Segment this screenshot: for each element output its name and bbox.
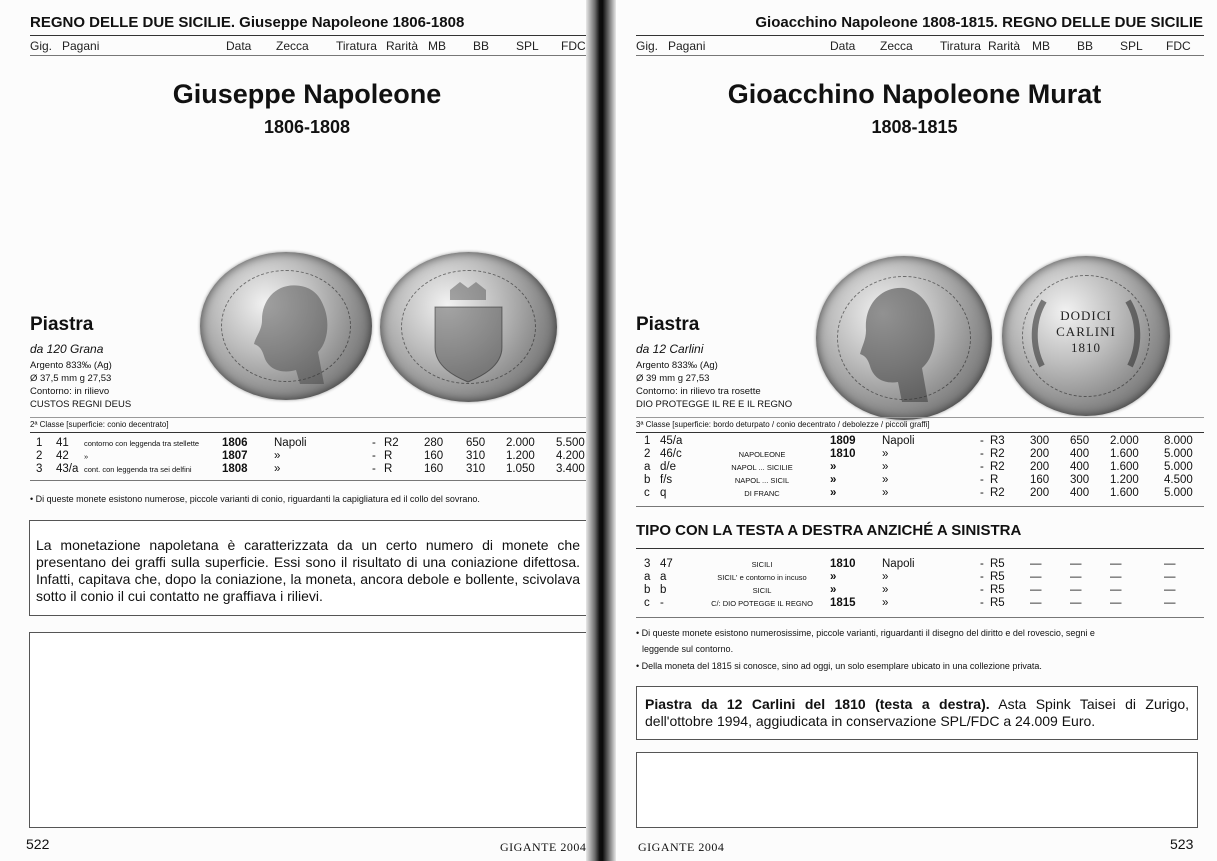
divider xyxy=(636,35,1204,36)
cell-pag: 45/a xyxy=(660,435,683,447)
cell-pag: - xyxy=(660,597,664,609)
cell-spl: — xyxy=(1110,558,1122,570)
cell-rar: R5 xyxy=(990,571,1005,583)
right-page xyxy=(612,0,1217,861)
cell-pag: f/s xyxy=(660,474,673,486)
cell-desc: SICIL xyxy=(752,586,772,595)
cell-dash: - xyxy=(980,474,984,486)
cell-fdc: — xyxy=(1164,597,1176,609)
cell-bb: 650 xyxy=(466,437,486,449)
cell-rar: R xyxy=(384,463,393,475)
cell-date: 1815 xyxy=(830,597,856,609)
column-fdc: FDC xyxy=(561,39,586,53)
cell-bb: 310 xyxy=(466,450,486,462)
coin-reverse-image xyxy=(380,252,557,402)
cell-desc: cont. con leggenda tra sei delfini xyxy=(84,465,192,474)
cell-pag: 46/c xyxy=(660,448,682,460)
column-rarita: Rarità xyxy=(386,39,419,53)
cell-spl: 2.000 xyxy=(506,437,535,449)
metal: Argento 833‰ (Ag) xyxy=(30,360,112,371)
cell-date: 1806 xyxy=(222,437,248,449)
column-zecca: Zecca xyxy=(276,39,309,53)
cell-mb: 200 xyxy=(1030,461,1050,473)
denomination: Piastra xyxy=(30,314,94,335)
cell-spl: 1.600 xyxy=(1110,487,1139,499)
denomination-value: da 12 Carlini xyxy=(636,342,704,356)
footnote-2: • Della moneta del 1815 si conosce, sino ad oggi, un solo esemplare ubicato in una collezione privata. xyxy=(636,661,1042,671)
cell-date: 1809 xyxy=(830,435,856,447)
column-tiratura: Tiratura xyxy=(940,39,981,53)
column-fdc: FDC xyxy=(1166,39,1191,53)
cell-rar: R2 xyxy=(384,437,399,449)
cell-dash: - xyxy=(980,597,984,609)
cell-pag: 42 xyxy=(56,450,69,462)
footer-title: GIGANTE 2004 xyxy=(500,840,587,854)
divider xyxy=(636,506,1204,507)
cell-bb: — xyxy=(1070,571,1082,583)
info-box xyxy=(636,686,1198,740)
edge-legend: DIO PROTEGGE IL RE E IL REGNO xyxy=(636,399,793,410)
cell-rar: R2 xyxy=(990,487,1005,499)
cell-date: » xyxy=(830,487,837,499)
cell-pag: d/e xyxy=(660,461,676,473)
cell-fdc: 5.500 xyxy=(556,437,585,449)
portrait-silhouette-icon xyxy=(816,256,992,420)
cell-desc: DI FRANC xyxy=(744,489,780,498)
cell-spl: 1.050 xyxy=(506,463,535,475)
cell-date: » xyxy=(830,584,837,596)
cell-n: 3 xyxy=(36,463,43,475)
column-gig: Gig. xyxy=(636,39,659,53)
cell-spl: 1.200 xyxy=(1110,474,1139,486)
cell-dash: - xyxy=(980,461,984,473)
cell-date: 1810 xyxy=(830,448,856,460)
cell-date: 1808 xyxy=(222,463,248,475)
column-gig: Gig. xyxy=(30,39,53,53)
cell-bb: — xyxy=(1070,558,1082,570)
cell-pag: q xyxy=(660,487,667,499)
cell-rar: R5 xyxy=(990,558,1005,570)
running-head: Gioacchino Napoleone 1808-1815. REGNO DELLE DUE SICILIE xyxy=(755,14,1203,31)
cell-fdc: 4.500 xyxy=(1164,474,1193,486)
cell-desc: NAPOL ... SICILIE xyxy=(731,463,793,472)
cell-n: 1 xyxy=(36,437,43,449)
edge: Contorno: in rilievo xyxy=(30,386,110,397)
cell-rar: R xyxy=(990,474,999,486)
cell-rar: R xyxy=(384,450,393,462)
class-note: 2ª Classe [superficie: conio decentrato] xyxy=(30,420,169,429)
cell-pag: 47 xyxy=(660,558,673,570)
cell-mint: » xyxy=(274,463,281,475)
column-pagani: Pagani xyxy=(62,39,100,53)
info-box xyxy=(29,520,587,616)
footnote: • Di queste monete esistono numerose, piccole varianti di conio, riguardanti la capigliatura ed il collo del sovrano. xyxy=(30,494,480,504)
column-bb: BB xyxy=(1077,39,1094,53)
divider xyxy=(636,548,1204,549)
cell-n: 1 xyxy=(644,435,651,447)
footnote-continued: leggende sul contorno. xyxy=(642,644,734,654)
cell-pag: 41 xyxy=(56,437,69,449)
size-weight: Ø 39 mm g 27,53 xyxy=(636,373,710,384)
cell-fdc: — xyxy=(1164,584,1176,596)
cell-fdc: 3.400 xyxy=(556,463,585,475)
cell-dash: - xyxy=(980,558,984,570)
cell-bb: 300 xyxy=(1070,474,1090,486)
column-zecca: Zecca xyxy=(880,39,913,53)
running-head: REGNO DELLE DUE SICILIE. Giuseppe Napoleone 1806-1808 xyxy=(30,14,465,31)
cell-n: 2 xyxy=(36,450,43,462)
cell-rar: R5 xyxy=(990,597,1005,609)
page-number: 523 xyxy=(1170,836,1194,852)
cell-rar: R2 xyxy=(990,461,1005,473)
coat-of-arms-icon xyxy=(380,252,557,402)
cell-desc: SICILI xyxy=(751,560,773,569)
cell-mb: — xyxy=(1030,597,1042,609)
cell-spl: 1.200 xyxy=(506,450,535,462)
cell-mb: 280 xyxy=(424,437,444,449)
page-title: Gioacchino Napoleone Murat xyxy=(727,79,1102,109)
section-heading: TIPO CON LA TESTA A DESTRA ANZICHÉ A SINISTRA xyxy=(636,522,1022,539)
cell-date: » xyxy=(830,461,837,473)
cell-mint: » xyxy=(882,474,889,486)
cell-mint: Napoli xyxy=(274,437,307,449)
cell-bb: 400 xyxy=(1070,487,1090,499)
cell-dash: - xyxy=(980,571,984,583)
column-data: Data xyxy=(226,39,252,53)
divider xyxy=(636,432,1204,433)
cell-fdc: 5.000 xyxy=(1164,448,1193,460)
cell-fdc: 5.000 xyxy=(1164,487,1193,499)
cell-mb: — xyxy=(1030,571,1042,583)
cell-date: 1810 xyxy=(830,558,856,570)
column-pagani: Pagani xyxy=(668,39,706,53)
empty-box xyxy=(29,632,587,828)
divider xyxy=(30,432,586,433)
cell-bb: 400 xyxy=(1070,448,1090,460)
cell-fdc: 5.000 xyxy=(1164,461,1193,473)
divider xyxy=(636,617,1204,618)
cell-mb: 200 xyxy=(1030,448,1050,460)
cell-fdc: 8.000 xyxy=(1164,435,1193,447)
cell-dash: - xyxy=(372,437,376,449)
divider xyxy=(30,35,586,36)
edge: Contorno: in rilievo tra rosette xyxy=(636,386,761,397)
column-mb: MB xyxy=(1032,39,1050,53)
cell-dash: - xyxy=(980,435,984,447)
cell-dash: - xyxy=(980,448,984,460)
book-gutter xyxy=(586,0,616,861)
cell-desc: » xyxy=(84,452,89,461)
cell-mb: — xyxy=(1030,558,1042,570)
cell-mb: 160 xyxy=(1030,474,1050,486)
cell-pag: a xyxy=(660,571,667,583)
footnote: • Di queste monete esistono numerosissime, piccole varianti, riguardanti il disegno del diritto e del rovescio, segni e xyxy=(636,628,1095,638)
cell-n: c xyxy=(644,597,650,609)
info-box-rest: Asta Spink Taisei di Zurigo, dell'ottobre 1994, aggiudicata in conservazione SPL/FDC a 24.009 Euro. xyxy=(645,696,1189,729)
cell-date: 1807 xyxy=(222,450,248,462)
column-bb: BB xyxy=(473,39,490,53)
column-spl: SPL xyxy=(1120,39,1143,53)
cell-mb: 160 xyxy=(424,463,444,475)
denomination: Piastra xyxy=(636,314,700,335)
cell-mint: » xyxy=(882,597,889,609)
cell-spl: — xyxy=(1110,597,1122,609)
cell-dash: - xyxy=(372,463,376,475)
cell-n: b xyxy=(644,584,651,596)
page-years: 1806-1808 xyxy=(263,117,351,137)
divider xyxy=(30,480,586,481)
cell-desc: SICIL' e contorno in incuso xyxy=(717,573,807,582)
cell-desc: NAPOLEONE xyxy=(738,450,786,459)
portrait-silhouette-icon xyxy=(200,252,372,400)
reverse-legend: DODICI CARLINI 1810 xyxy=(1056,308,1116,355)
cell-mint: » xyxy=(882,448,889,460)
cell-fdc: — xyxy=(1164,558,1176,570)
column-tiratura: Tiratura xyxy=(336,39,377,53)
cell-mb: — xyxy=(1030,584,1042,596)
edge-legend: CUSTOS REGNI DEUS xyxy=(30,399,132,410)
cell-pag: b xyxy=(660,584,667,596)
cell-n: 2 xyxy=(644,448,651,460)
cell-spl: 1.600 xyxy=(1110,461,1139,473)
cell-dash: - xyxy=(372,450,376,462)
cell-fdc: — xyxy=(1164,571,1176,583)
cell-mint: Napoli xyxy=(882,435,915,447)
divider xyxy=(636,417,1204,418)
size-weight: Ø 37,5 mm g 27,53 xyxy=(30,373,112,384)
cell-mint: » xyxy=(882,461,889,473)
page-title: Giuseppe Napoleone xyxy=(172,79,442,109)
divider xyxy=(30,417,586,418)
cell-bb: — xyxy=(1070,597,1082,609)
cell-bb: — xyxy=(1070,584,1082,596)
page-number: 522 xyxy=(26,836,50,852)
info-box-text: La monetazione napoletana è caratterizzata da un certo numero di monete che presentano dei graffi sulla superficie. Essi sono il risultato di una coniazione difettosa. Infatti, capitava che, dopo la coniazione, la moneta, ancora debole e bollente, scivolava sotto il conio il cui contatto ne graffiava i rilievi. xyxy=(36,537,580,604)
left-page xyxy=(0,0,594,861)
cell-rar: R2 xyxy=(990,448,1005,460)
info-box-text xyxy=(637,687,1197,730)
empty-box xyxy=(636,752,1198,828)
coin-obverse-image xyxy=(200,252,372,400)
denomination-value: da 120 Grana xyxy=(30,342,104,356)
info-box-bold: Piastra da 12 Carlini del 1810 (testa a destra). xyxy=(645,696,990,712)
page-years: 1808-1815 xyxy=(871,117,958,137)
cell-date: » xyxy=(830,571,837,583)
cell-desc: C/: DIO POTEGGE IL REGNO xyxy=(711,599,813,608)
cell-n: a xyxy=(644,571,651,583)
divider xyxy=(30,55,586,56)
cell-n: a xyxy=(644,461,651,473)
cell-mint: » xyxy=(882,584,889,596)
cell-n: c xyxy=(644,487,650,499)
column-data: Data xyxy=(830,39,856,53)
cell-pag: 43/a xyxy=(56,463,79,475)
cell-mint: » xyxy=(882,487,889,499)
column-rarita: Rarità xyxy=(988,39,1021,53)
cell-date: » xyxy=(830,474,837,486)
cell-mint: » xyxy=(274,450,281,462)
class-note: 3ª Classe [superficie: bordo deturpato / conio decentrato / debolezze / piccoli graffi] xyxy=(636,420,930,429)
coin-obverse-image xyxy=(816,256,992,420)
cell-mint: Napoli xyxy=(882,558,915,570)
cell-rar: R3 xyxy=(990,435,1005,447)
cell-bb: 310 xyxy=(466,463,486,475)
coin-reverse-image xyxy=(1002,256,1170,416)
cell-spl: — xyxy=(1110,584,1122,596)
cell-fdc: 4.200 xyxy=(556,450,585,462)
divider xyxy=(636,55,1204,56)
cell-spl: 2.000 xyxy=(1110,435,1139,447)
cell-dash: - xyxy=(980,584,984,596)
cell-mint: » xyxy=(882,571,889,583)
cell-n: 3 xyxy=(644,558,651,570)
cell-bb: 650 xyxy=(1070,435,1090,447)
footer-title: GIGANTE 2004 xyxy=(638,840,725,854)
cell-n: b xyxy=(644,474,651,486)
cell-mb: 300 xyxy=(1030,435,1050,447)
column-mb: MB xyxy=(428,39,446,53)
cell-dash: - xyxy=(980,487,984,499)
cell-rar: R5 xyxy=(990,584,1005,596)
cell-bb: 400 xyxy=(1070,461,1090,473)
column-spl: SPL xyxy=(516,39,539,53)
cell-mb: 200 xyxy=(1030,487,1050,499)
cell-mb: 160 xyxy=(424,450,444,462)
metal: Argento 833‰ (Ag) xyxy=(636,360,718,371)
cell-spl: — xyxy=(1110,571,1122,583)
cell-desc: contorno con leggenda tra stellette xyxy=(84,439,200,448)
cell-spl: 1.600 xyxy=(1110,448,1139,460)
cell-desc: NAPOL ... SICIL xyxy=(734,476,790,485)
